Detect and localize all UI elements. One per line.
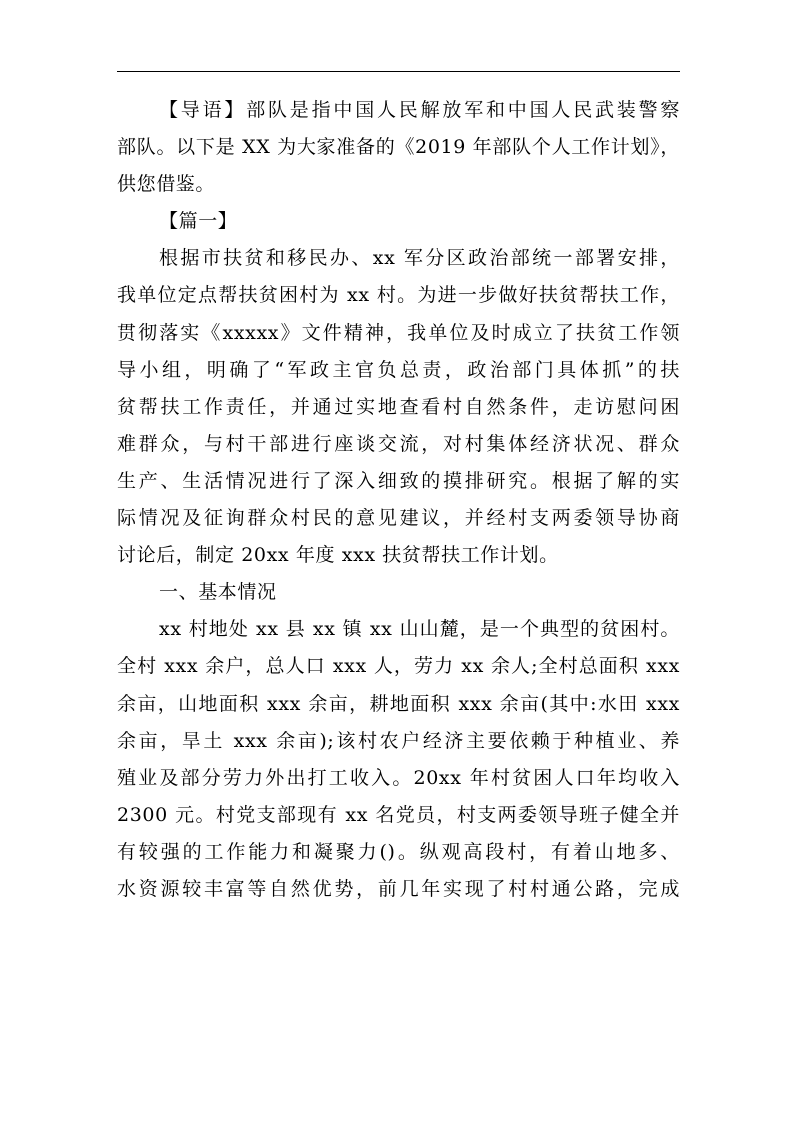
text-line: 【篇一】: [159, 210, 238, 233]
text-line: 部队。以下是 XX 为大家准备的《2019 年部队个人工作计划》，: [117, 136, 680, 159]
text-line: 余亩，旱土 xxx 余亩);该村农户经济主要依赖于种植业、养: [117, 729, 680, 752]
text-line: 际情况及征询群众村民的意见建议，并经村支两委领导协商: [117, 507, 680, 530]
text-line: 贯彻落实《xxxxx》文件精神，我单位及时成立了扶贫工作领: [117, 321, 680, 344]
text-line: 有较强的工作能力和凝聚力()。纵观高段村，有着山地多、: [117, 840, 680, 863]
text-line: 【导语】部队是指中国人民解放军和中国人民武装警察: [159, 99, 680, 121]
text-line: 讨论后，制定 20xx 年度 xxx 扶贫帮扶工作计划。: [117, 544, 559, 567]
text-line: 难群众，与村干部进行座谈交流，对村集体经济状况、群众: [117, 432, 680, 455]
text-line: 生产、生活情况进行了深入细致的摸排研究。根据了解的实: [117, 469, 680, 492]
text-line: 我单位定点帮扶贫困村为 xx 村。为进一步做好扶贫帮扶工作，: [117, 284, 680, 307]
text-line: 2300 元。村党支部现有 xx 名党员，村支两委领导班子健全并: [117, 803, 680, 826]
text-line: 供您借鉴。: [117, 173, 216, 196]
text-line: 导小组，明确了“军政主官负总责，政治部门具体抓”的扶: [117, 358, 680, 381]
text-line: 全村 xxx 余户，总人口 xxx 人，劳力 xx 余人;全村总面积 xxx: [117, 655, 680, 678]
document-body: [117, 92, 680, 908]
header-rule: [117, 71, 680, 72]
text-line: 殖业及部分劳力外出打工收入。20xx 年村贫困人口年均收入: [117, 766, 680, 789]
text-line: 一、基本情况: [159, 581, 277, 604]
text-line: 余亩，山地面积 xxx 余亩，耕地面积 xxx 余亩(其中:水田 xxx: [117, 692, 680, 715]
text-line: 贫帮扶工作责任，并通过实地查看村自然条件，走访慰问困: [117, 395, 680, 418]
text-line: 根据市扶贫和移民办、xx 军分区政治部统一部署安排，: [159, 247, 680, 270]
text-line: xx 村地处 xx 县 xx 镇 xx 山山麓，是一个典型的贫困村。: [159, 618, 680, 641]
text-line: 水资源较丰富等自然优势，前几年实现了村村通公路，完成: [117, 877, 680, 900]
